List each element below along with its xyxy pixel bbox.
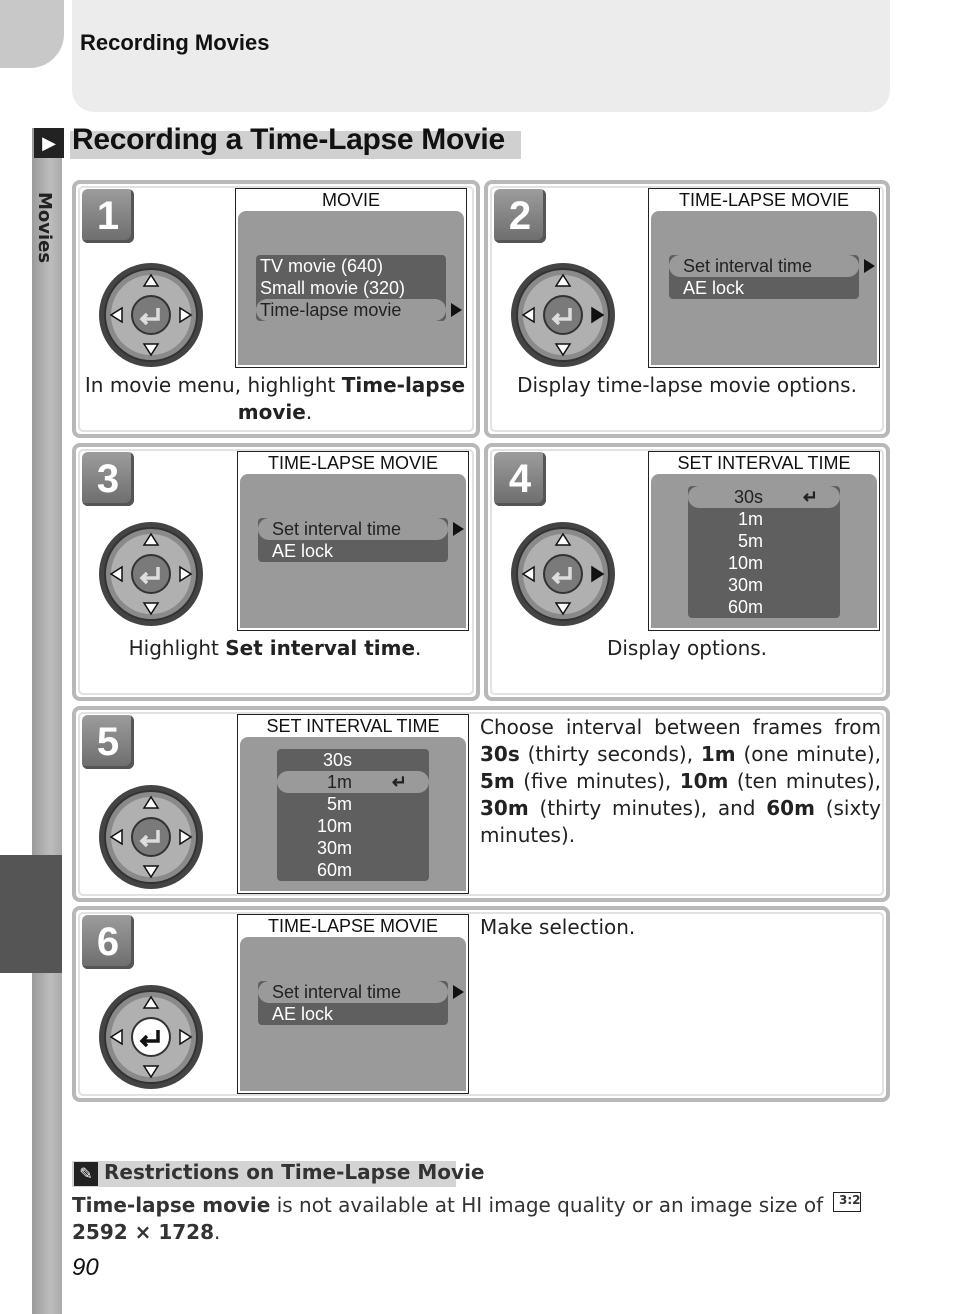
- side-bar: [32, 128, 62, 1314]
- corner-tab: [0, 0, 64, 68]
- multi-selector-icon: [97, 983, 205, 1091]
- submenu-arrow-icon: [864, 259, 875, 273]
- step-3-number: 3: [82, 452, 134, 506]
- step-5-number: 5: [82, 715, 134, 769]
- lcd-title: MOVIE: [321, 190, 380, 210]
- menu-item[interactable]: 10m: [728, 553, 764, 573]
- menu-item[interactable]: 1m: [738, 509, 764, 529]
- menu-item[interactable]: 60m: [728, 597, 764, 617]
- multi-selector-icon: [97, 783, 205, 891]
- movie-camera-icon: ▶: [34, 128, 64, 158]
- running-head: Recording Movies: [80, 30, 270, 55]
- lcd-monitor: [237, 914, 469, 1094]
- menu-item[interactable]: 5m: [327, 794, 353, 814]
- lcd-monitor: [237, 451, 469, 631]
- pencil-icon: ✎: [74, 1162, 98, 1186]
- step-6-text: Make selection.: [480, 915, 636, 939]
- menu-item[interactable]: 30m: [317, 838, 353, 858]
- step-4-number: 4: [494, 452, 546, 506]
- enter-icon: ↵: [802, 487, 818, 507]
- step-1-number: 1: [82, 189, 134, 243]
- menu-item-selected[interactable]: Time-lapse movie: [256, 299, 446, 321]
- step-2-number: 2: [494, 189, 546, 243]
- menu-item[interactable]: AE lock: [272, 1004, 334, 1024]
- menu-item-selected[interactable]: Set interval time: [669, 255, 859, 277]
- lcd-title: SET INTERVAL TIME: [677, 453, 851, 473]
- multi-selector-icon: [509, 520, 617, 628]
- enter-icon: ↵: [391, 772, 407, 792]
- multi-selector-icon: [509, 261, 617, 369]
- step-5-text: Choose interval between frames from 30s (thirty seconds), 1m (one minute), 5m (five minutes), 10m (ten minutes), 30m (thirty minutes), and 60m (sixty minutes).: [480, 715, 882, 847]
- submenu-arrow-icon: [453, 985, 464, 999]
- note-title: Restrictions on Time-Lapse Movie: [104, 1160, 485, 1184]
- step-1-caption: In movie menu, highlight Time-lapse movie.: [84, 373, 466, 424]
- menu-item[interactable]: TV movie (640): [260, 256, 384, 276]
- page-number: 90: [72, 1254, 99, 1281]
- menu-item[interactable]: AE lock: [272, 541, 334, 561]
- header-band: [72, 0, 890, 112]
- menu-item[interactable]: 30s: [323, 750, 353, 770]
- multi-selector-icon: [97, 261, 205, 369]
- page-title: Recording a Time-Lapse Movie: [72, 123, 505, 156]
- step-6-number: 6: [82, 915, 134, 969]
- menu-item[interactable]: 30m: [728, 575, 764, 595]
- menu-item-selected[interactable]: 1m ↵: [277, 771, 429, 793]
- menu-item[interactable]: Small movie (320): [260, 278, 406, 298]
- step-2-caption: Display time-lapse movie options.: [517, 373, 857, 397]
- lcd-monitor: [648, 188, 880, 368]
- menu-item[interactable]: AE lock: [683, 278, 745, 298]
- lcd-monitor: [648, 451, 880, 631]
- step-4-caption: Display options.: [606, 636, 768, 660]
- lcd-title: TIME-LAPSE MOVIE: [267, 916, 439, 936]
- submenu-arrow-icon: [453, 522, 464, 536]
- lcd-title: TIME-LAPSE MOVIE: [678, 190, 850, 210]
- menu-item-selected[interactable]: Set interval time: [258, 518, 448, 540]
- lcd-monitor: [235, 188, 467, 368]
- menu-item[interactable]: 5m: [738, 531, 764, 551]
- menu-item-selected[interactable]: 30s ↵: [688, 486, 840, 508]
- lcd-monitor: [237, 714, 469, 894]
- multi-selector-icon: [97, 520, 205, 628]
- lcd-title: SET INTERVAL TIME: [266, 716, 440, 736]
- image-size-icon: 3:2: [833, 1192, 861, 1212]
- lcd-title: TIME-LAPSE MOVIE: [267, 453, 439, 473]
- side-bar-marker: [0, 855, 62, 973]
- note-text: Time-lapse movie is not available at HI image quality or an image size of 3:2 2592 × 1728.: [72, 1193, 861, 1244]
- menu-item-selected[interactable]: Set interval time: [258, 981, 448, 1003]
- step-3-caption: Highlight Set interval time.: [128, 636, 422, 660]
- menu-item[interactable]: 10m: [317, 816, 353, 836]
- side-tab-label: Movies: [34, 192, 55, 264]
- submenu-arrow-icon: [451, 303, 462, 317]
- menu-item[interactable]: 60m: [317, 860, 353, 880]
